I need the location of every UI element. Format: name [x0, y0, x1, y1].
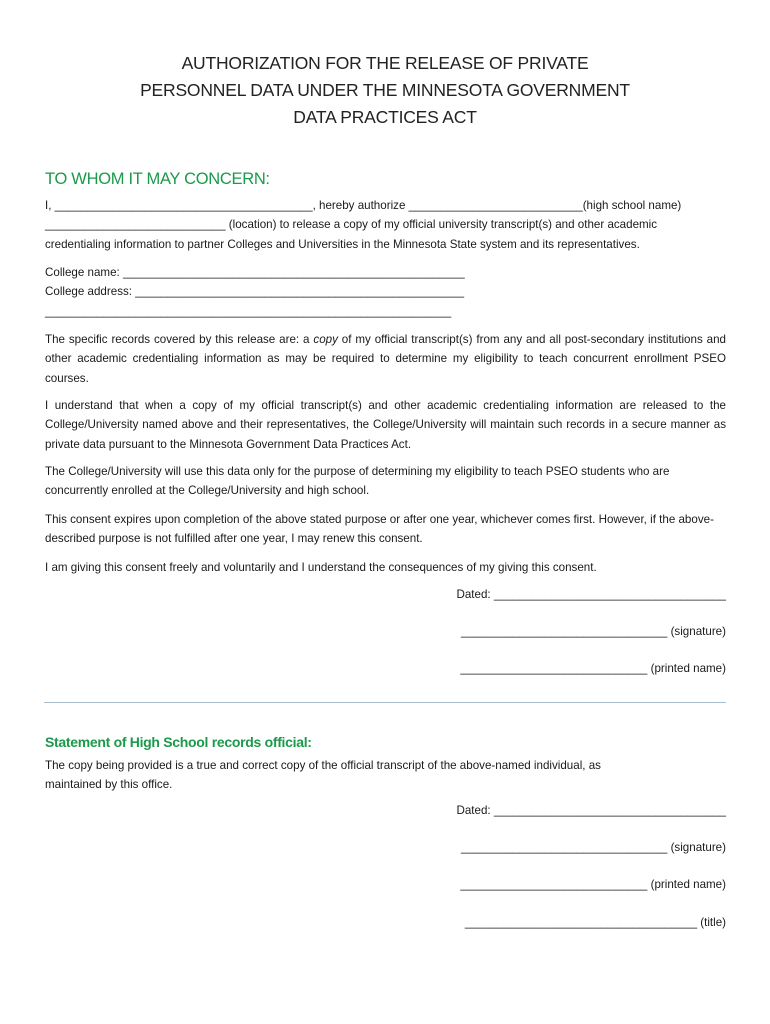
title-line-1: AUTHORIZATION FOR THE RELEASE OF PRIVATE [181, 53, 589, 73]
hs-official-heading: Statement of High School records official: [45, 734, 312, 750]
college-address-field-2[interactable]: _______________________________________________________________ [45, 304, 452, 318]
salutation-heading: TO WHOM IT MAY CONCERN: [45, 170, 270, 188]
student-printed-name-field[interactable]: _____________________________ (printed name) [460, 662, 726, 675]
hs-title-field[interactable]: ____________________________________ (title) [464, 916, 726, 929]
understand-paragraph: I understand that when a copy of my official transcript(s) and other academic credentialing information are released to the College/University named above and their representatives, the College/University will maintain such records in a secure manner as private data pursuant to the Minnesota Government Data Practices Act. [45, 399, 726, 451]
student-signature-field[interactable]: ________________________________ (signature) [461, 625, 726, 638]
hs-statement-line-1: The copy being provided is a true and correct copy of the official transcript of the above-named individual, as [45, 759, 601, 772]
student-dated-field[interactable]: Dated: ____________________________________ [456, 588, 726, 601]
title-line-2: PERSONNEL DATA UNDER THE MINNESOTA GOVERNMENT [140, 80, 630, 100]
records-text-italic: copy [313, 333, 338, 346]
authorization-line-2[interactable]: ____________________________ (location) to release a copy of my official university transcript(s) and other academic [45, 218, 658, 232]
authorization-block [45, 196, 726, 254]
hs-printed-name-field[interactable]: _____________________________ (printed name) [460, 878, 726, 891]
authorization-line-3: credentialing information to partner Colleges and Universities in the Minnesota State system and its representatives. [45, 237, 640, 251]
records-text-before: The specific records covered by this release are: a [45, 333, 314, 346]
section-divider [44, 702, 726, 703]
records-paragraph [45, 330, 726, 388]
hs-signature-field[interactable]: ________________________________ (signature) [461, 841, 726, 854]
college-address-field[interactable]: College address: ___________________________________________________ [45, 285, 465, 299]
college-block [45, 263, 726, 321]
expires-paragraph: This consent expires upon completion of the above stated purpose or after one year, whichever comes first. However, if the above-described purpose is not fulfilled after one year, I may renew this consent. [45, 513, 714, 546]
title-line-3: DATA PRACTICES ACT [293, 107, 477, 127]
hs-dated-field[interactable]: Dated: ____________________________________ [456, 804, 726, 817]
hs-statement-line-2: maintained by this office. [45, 778, 173, 792]
use-paragraph: The College/University will use this data only for the purpose of determining my eligibility to teach PSEO students who are concurrently enrolled at the College/University and high school. [45, 465, 670, 498]
authorization-line-1[interactable]: I, ________________________________________, hereby authorize ___________________________(high school name) [45, 199, 682, 212]
document-title [0, 50, 770, 131]
college-name-field[interactable]: College name: _____________________________________________________ [45, 266, 465, 279]
freely-paragraph: I am giving this consent freely and voluntarily and I understand the consequences of my giving this consent. [45, 561, 597, 574]
records-text-after: of my official transcript(s) from any and all post-secondary institutions and other academic credentialing information as may be required to determine my eligibility to teach concurrent enrollment PSEO courses. [45, 333, 726, 385]
hs-statement [45, 756, 726, 795]
